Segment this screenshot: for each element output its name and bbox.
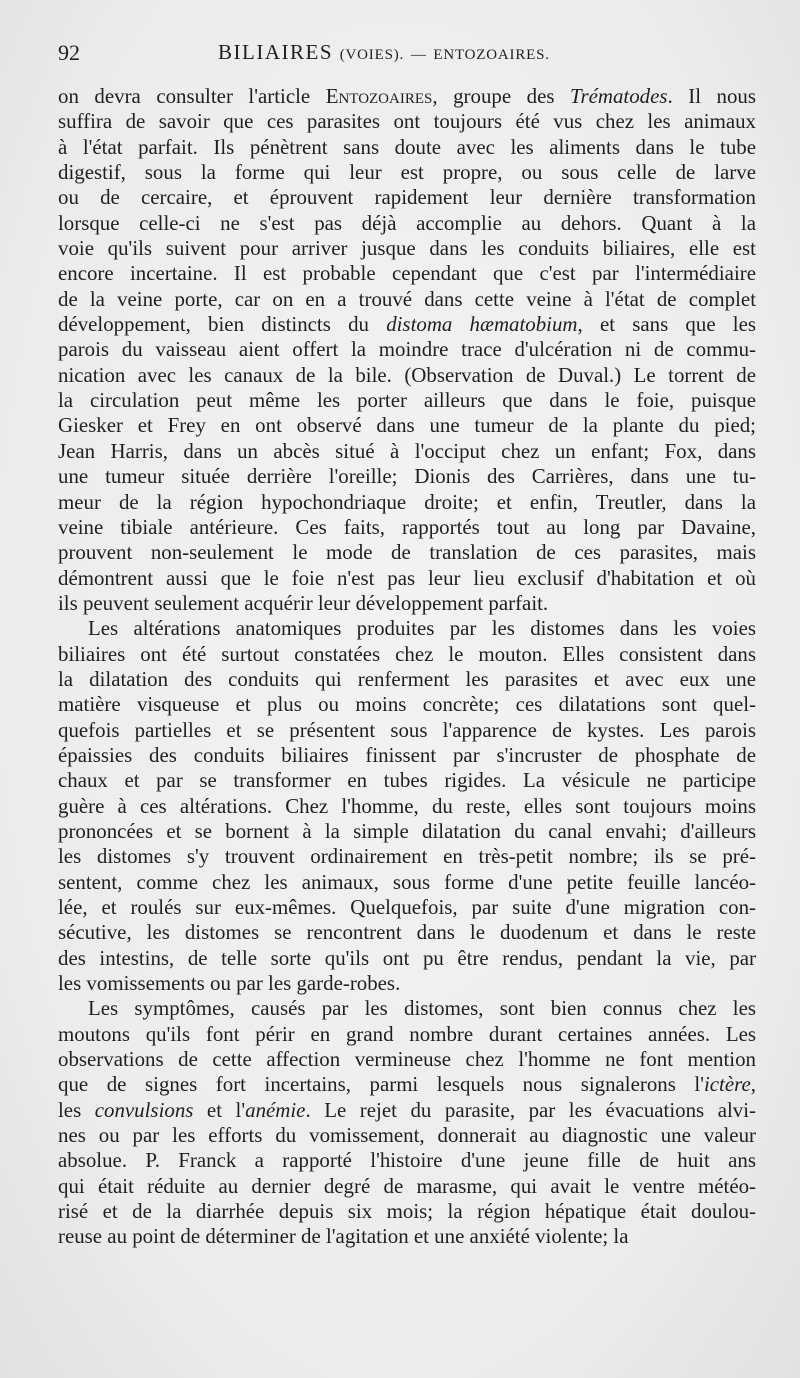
text-line: encore incertaine. Il est probable cependant que c'est par l'intermédiaire [58, 261, 756, 286]
text-line: risé et de la diarrhée depuis six mois; la région hépatique était doulou- [58, 1199, 756, 1224]
text-line: Giesker et Frey en ont observé dans une tumeur de la plante du pied; [58, 413, 756, 438]
text-line: développement, bien distincts du distoma hæmatobium, et sans que les [58, 312, 756, 337]
text-line: prononcées et se bornent à la simple dilatation du canal envahi; d'ailleurs [58, 818, 756, 843]
text-line: Les altérations anatomiques produites par les distomes dans les voies [88, 616, 756, 641]
text-line: parois du vaisseau aient offert la moindre trace d'ulcération ni de commu- [58, 337, 756, 362]
text-line: les vomissements ou par les garde-robes. [58, 971, 401, 996]
text-line: lée, et roulés sur eux-mêmes. Quelquefois, par suite d'une migration con- [58, 895, 756, 919]
text-line: moutons qu'ils font périr en grand nombre durant certaines années. Les [58, 1021, 756, 1046]
text-line: guère à ces altérations. Chez l'homme, du reste, elles sont toujours moins [58, 793, 756, 818]
text-line: une tumeur située derrière l'oreille; Dionis des Carrières, dans une tu- [58, 464, 756, 489]
text-line: absolue. P. Franck a rapporté l'histoire d'une jeune fille de huit ans [58, 1148, 756, 1173]
text-line: Les symptômes, causés par les distomes, sont bien connus chez les [88, 996, 756, 1021]
text-line: on devra consulter l'article Entozoaires, groupe des Trématodes. Il nous [58, 84, 756, 108]
running-header [58, 40, 758, 74]
paragraph [58, 616, 756, 996]
text-line: suffira de savoir que ces parasites ont toujours été vus chez les animaux [58, 109, 756, 134]
text-line: sentent, comme chez les animaux, sous forme d'une petite feuille lancéo- [58, 869, 756, 894]
text-line: ils peuvent seulement acquérir leur développement parfait. [58, 590, 549, 615]
text-line: observations de cette affection vermineuse chez l'homme ne font mention [58, 1047, 756, 1072]
text-line: qui était réduite au dernier degré de marasme, qui avait le ventre météo- [58, 1173, 756, 1198]
text-line: ou de cercaire, et éprouvent rapidement leur dernière transformation [58, 185, 756, 210]
text-line: veine tibiale antérieure. Ces faits, rapportés tout au long par Davaine, [58, 514, 756, 539]
text-line: reuse au point de déterminer de l'agitation et une anxiété violente; la [58, 1224, 629, 1249]
title-paren: (VOIES). [339, 47, 405, 63]
body-text [58, 84, 756, 1250]
text-line: meur de la région hypochondriaque droite; et enfin, Treutler, dans la [58, 489, 756, 514]
title-section: ENTOZOAIRES. [433, 47, 550, 63]
text-line: prouvent non-seulement le mode de translation de ces parasites, mais [58, 540, 756, 565]
text-line: Jean Harris, dans un abcès situé à l'occiput chez un enfant; Fox, dans [58, 438, 756, 463]
running-title [218, 40, 550, 65]
text-line: épaissies des conduits biliaires finissent par s'incruster de phosphate de [58, 742, 756, 767]
text-line: matière visqueuse et plus ou moins concrète; ces dilatations sont quel- [58, 692, 756, 717]
text-line: démontrent aussi que le foie n'est pas leur lieu exclusif d'habitation et où [58, 565, 756, 590]
title-dash: — [410, 47, 427, 63]
text-line: les distomes s'y trouvent ordinairement en très-petit nombre; ils se pré- [58, 844, 756, 869]
text-line: la circulation peut même les porter ailleurs que dans le foie, puisque [58, 388, 756, 413]
text-line: des intestins, de telle sorte qu'ils ont pu être rendus, pendant la vie, par [58, 945, 756, 970]
paragraph [58, 996, 756, 1249]
paragraph [58, 84, 756, 616]
text-line: digestif, sous la forme qui leur est propre, ou sous celle de larve [58, 160, 756, 185]
text-line: nes ou par les efforts du vomissement, donnerait au diagnostic une valeur [58, 1123, 756, 1148]
text-line: la dilatation des conduits qui renferment les parasites et avec eux une [58, 666, 756, 691]
text-line: les convulsions et l'anémie. Le rejet du parasite, par les évacuations alvi- [58, 1097, 756, 1122]
text-line: à l'état parfait. Ils pénètrent sans doute avec les aliments dans le tube [58, 134, 756, 159]
text-line: quefois partielles et se présentent sous l'apparence de kystes. Les parois [58, 717, 756, 742]
text-line: nication avec les canaux de la bile. (Observation de Duval.) Le torrent de [58, 362, 756, 387]
text-line: lorsque celle-ci ne s'est pas déjà accomplie au dehors. Quant à la [58, 210, 756, 235]
title-main: BILIAIRES [218, 40, 333, 64]
text-line: de la veine porte, car on en a trouvé dans cette veine à l'état de complet [58, 286, 756, 311]
text-line: voie qu'ils suivent pour arriver jusque dans les conduits biliaires, elle est [58, 236, 756, 261]
text-line: biliaires ont été surtout constatées chez le mouton. Elles consistent dans [58, 641, 756, 666]
text-line: chaux et par se transformer en tubes rigides. La vésicule ne participe [58, 768, 756, 793]
page-number: 92 [58, 40, 80, 65]
text-line: sécutive, les distomes se rencontrent dans le duodenum et dans le reste [58, 920, 756, 945]
text-line: que de signes fort incertains, parmi lesquels nous signalerons l'ictère, [58, 1072, 756, 1097]
